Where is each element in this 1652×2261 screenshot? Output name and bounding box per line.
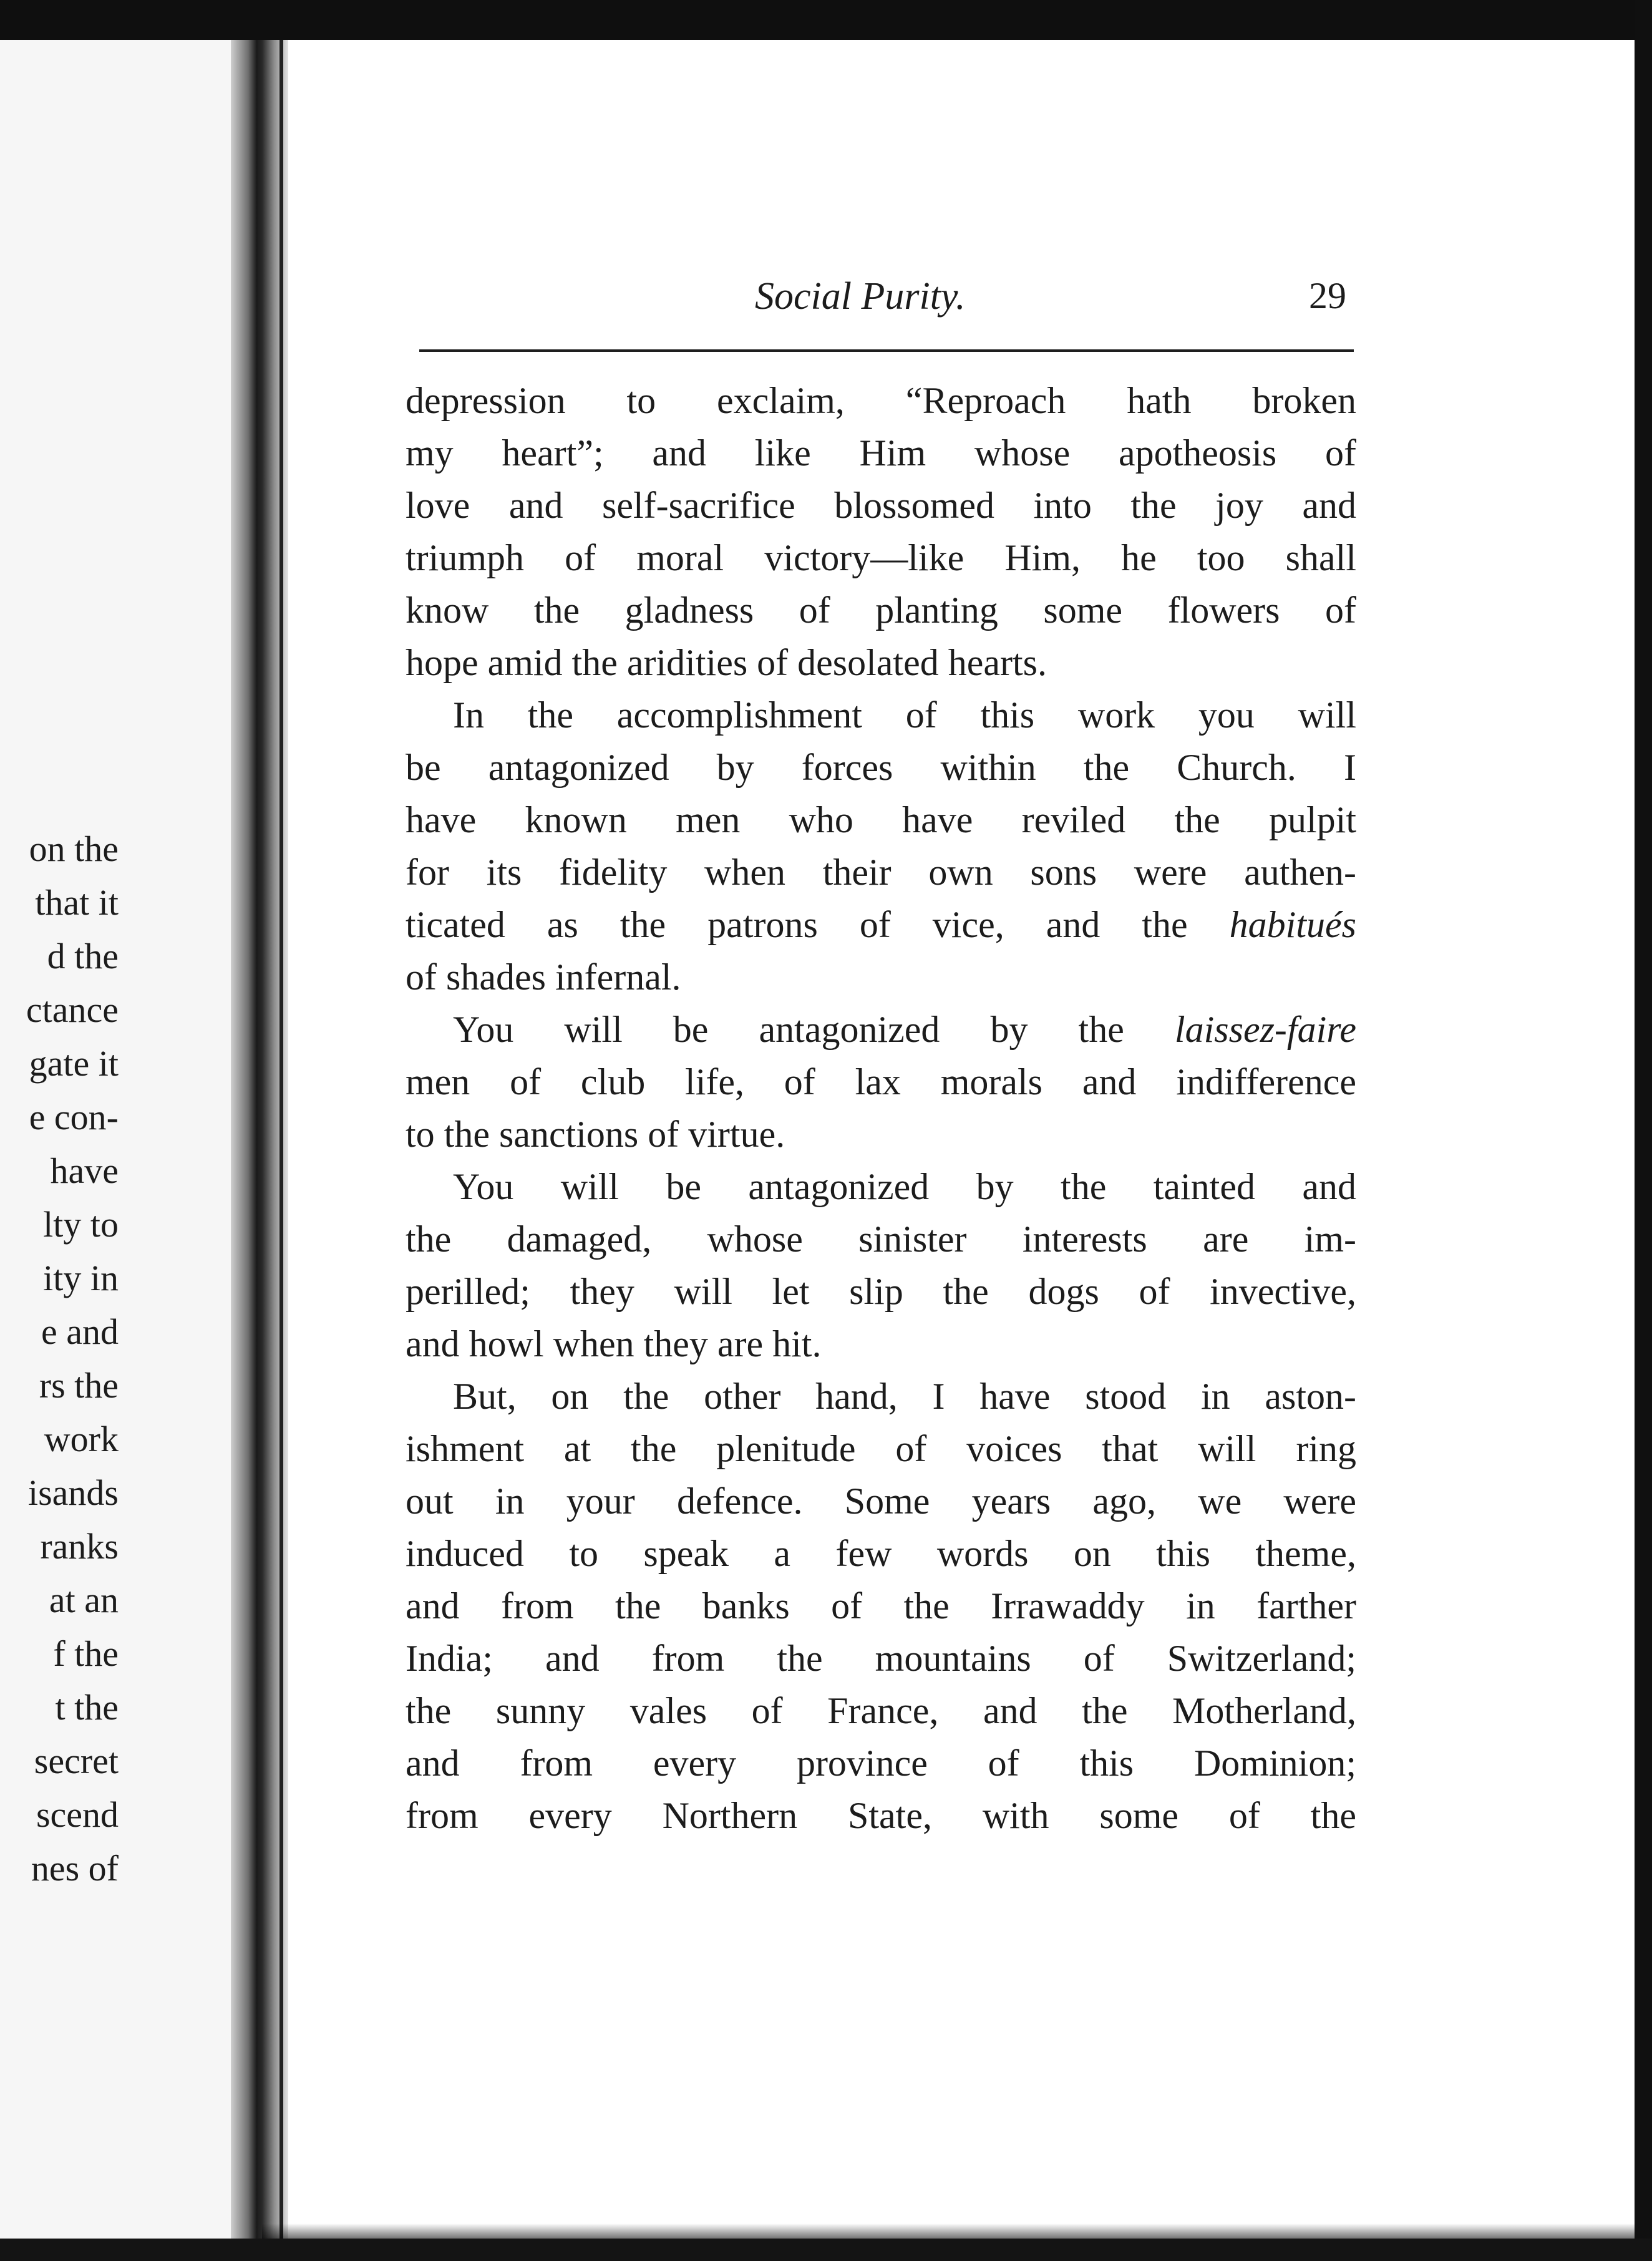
book-spine-line (279, 40, 283, 2239)
left-page-fragment: on the (29, 829, 119, 869)
left-page-fragment: lty to (43, 1204, 119, 1245)
text-line: and from every province of this Dominion; (406, 1743, 1356, 1784)
text-line (406, 898, 1356, 951)
paragraph-2 (406, 689, 1356, 1003)
text-line: my heart”; and like Him whose apotheosis of (406, 432, 1356, 474)
text-line: the sunny vales of France, and the Motherland, (406, 1690, 1356, 1731)
text-line: for its fidelity when their own sons were authen- (406, 852, 1356, 893)
text-line-roman: You will be antagonized by the (453, 1009, 1124, 1050)
text-line: the damaged, whose sinister interests are im- (406, 1218, 1356, 1260)
text-line: be antagonized by forces within the Church. I (406, 747, 1356, 788)
text-line: from every Northern State, with some of the (406, 1795, 1356, 1836)
header-rule (419, 349, 1354, 352)
text-line: to the sanctions of virtue. (406, 1114, 785, 1155)
left-page-fragment: f the (53, 1633, 119, 1674)
text-line: out in your defence. Some years ago, we were (406, 1481, 1356, 1522)
left-page-fragment: gate it (29, 1043, 119, 1084)
left-page-fragment: work (44, 1419, 119, 1459)
italic-word-habitues: habitués (1229, 904, 1356, 945)
text-line: have known men who have reviled the pulpit (406, 799, 1356, 840)
left-page-fragment: have (50, 1150, 119, 1191)
text-line: depression to exclaim, “Reproach hath broken (406, 380, 1356, 421)
scan-right-border (1635, 0, 1652, 2261)
body-text (406, 374, 1356, 1842)
left-page-fragment: ranks (40, 1526, 119, 1567)
left-page-fragment: e con- (29, 1097, 119, 1137)
left-page-fragment: scend (36, 1794, 119, 1835)
left-page-fragment: isands (28, 1472, 119, 1513)
left-page-fragment: d the (47, 936, 119, 976)
running-title: Social Purity. (755, 275, 966, 318)
text-line: triumph of moral victory—like Him, he too shall (406, 537, 1356, 578)
left-page-fragment: t the (55, 1687, 119, 1728)
left-page-fragment: rs the (39, 1365, 119, 1406)
text-line: hope amid the aridities of desolated hearts. (406, 642, 1047, 683)
text-line: You will be antagonized by the tainted and (453, 1166, 1356, 1207)
text-line: India; and from the mountains of Switzerland; (406, 1638, 1356, 1679)
left-page-fragment: secret (34, 1741, 119, 1781)
left-page-fragment: that it (35, 882, 119, 923)
text-line: of shades infernal. (406, 956, 681, 998)
text-line: But, on the other hand, I have stood in aston- (453, 1376, 1356, 1417)
text-line: and from the banks of the Irrawaddy in farther (406, 1585, 1356, 1626)
page-bottom-shadow (262, 2224, 1635, 2239)
text-line: and howl when they are hit. (406, 1323, 822, 1364)
left-page-fragment: nes of (31, 1848, 119, 1889)
paragraph-5 (406, 1370, 1356, 1842)
paragraph-1 (406, 374, 1356, 689)
text-line: In the accomplishment of this work you will (453, 694, 1356, 736)
italic-phrase-laissez-faire: laissez-faire (1174, 1009, 1356, 1050)
text-line: ishment at the plenitude of voices that will ring (406, 1428, 1356, 1469)
text-line-roman: ticated as the patrons of vice, and the (406, 904, 1188, 945)
scan-bottom-border (0, 2239, 1652, 2261)
paragraph-3 (406, 1003, 1356, 1160)
paragraph-4 (406, 1160, 1356, 1370)
left-page-fragment: ity in (43, 1258, 119, 1298)
text-line: men of club life, of lax morals and indifference (406, 1061, 1356, 1102)
text-line: induced to speak a few words on this theme, (406, 1533, 1356, 1574)
left-page-fragment: ctance (26, 989, 119, 1030)
text-line: perilled; they will let slip the dogs of invective, (406, 1271, 1356, 1312)
running-header (412, 250, 1348, 324)
scan-top-border (0, 0, 1652, 40)
text-line: love and self-sacrifice blossomed into the joy and (406, 485, 1356, 526)
facing-page-left (0, 40, 231, 2239)
left-page-fragment: e and (41, 1311, 119, 1352)
page-number: 29 (1309, 275, 1346, 316)
text-line (406, 1003, 1356, 1056)
text-line: know the gladness of planting some flowers of (406, 590, 1356, 631)
left-page-fragment: at an (49, 1580, 119, 1620)
